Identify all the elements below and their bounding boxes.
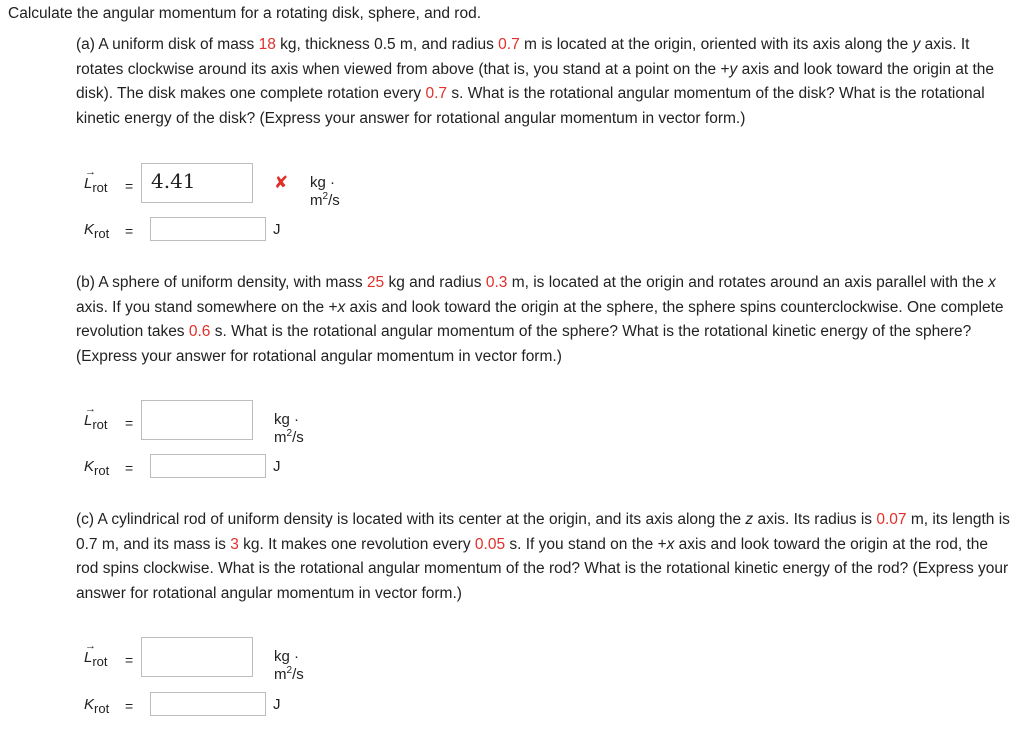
part-a-K-unit: J — [273, 221, 281, 238]
part-b-L-unit: kg · $m^2/s$ — [274, 411, 304, 446]
part-c-period: 0.05 — [474, 535, 506, 553]
part-b-text: (b) A sphere of uniform density, with mass 25 kg and radius 0.3 m, is located at the origin and rotates around an axis parallel with the x axis. If you stand somewhere on the +x axis and look toward the origin at the sphere, the sphere spins counterclockwise. One complete revolution takes 0.6 s. What is the rotational angular momentum of the sphere? What is the rotational kinetic energy of the sphere? (Express your answer for rotational angular momentum in vector form.) — [76, 274, 1004, 365]
equals-sign: = — [125, 460, 134, 476]
K-rot-label: $K_{rot}$ — [84, 696, 110, 716]
part-a-L-input[interactable]: 4.41 — [141, 163, 253, 203]
problem-intro: Calculate the angular momentum for a rotating disk, sphere, and rod. — [8, 5, 482, 22]
part-a-mass: 18 — [258, 36, 276, 53]
incorrect-x-icon: ✘ — [274, 173, 289, 192]
equals-sign: = — [125, 223, 134, 239]
part-b-period: 0.6 — [188, 323, 211, 340]
L-rot-label: → $L_{rot}$ — [84, 640, 108, 669]
K-rot-label: $K_{rot}$ — [84, 458, 110, 478]
equals-sign: = — [125, 652, 134, 668]
part-c-text: (c) A cylindrical rod of uniform density is located with its center at the origin, and its axis along the z axis. Its radius is 0.07 m, its length is 0.7 m, and its mass is 3 kg. It makes one revolution every 0.05 s. If you stand on the +x axis and look toward the origin at the rod, the rod spins clockwise. What is the rotational angular momentum of the rod? What is the rotational kinetic energy of the rod? (Express your answer for rotational angular momentum in vector form.) — [76, 511, 1010, 602]
part-a-K-input[interactable] — [150, 217, 266, 241]
part-a-L-unit: kg · $m^2/s$ — [310, 174, 340, 209]
part-c-L-unit: kg · $m^2/s$ — [274, 648, 304, 683]
L-rot-label: → $L_{rot}$ — [84, 403, 108, 432]
part-b-L-input[interactable] — [141, 400, 253, 440]
equals-sign: = — [125, 178, 134, 194]
part-a-text: (a) A uniform disk of mass 18 kg, thickness 0.5 m, and radius 0.7 m is located at the origin, oriented with its axis along the y axis. It rotates clockwise around its axis when viewed from above (that is, you stand at a point on the +y axis and look toward the origin at the disk). The disk makes one complete rotation every 0.7 s. What is the rotational angular momentum of the disk? What is the rotational kinetic energy of the disk? (Express your answer for rotational angular momentum in vector form.) — [76, 36, 995, 127]
part-a-radius: 0.7 — [498, 36, 520, 53]
part-b-K-input[interactable] — [150, 454, 266, 478]
part-b-radius: 0.3 — [485, 274, 508, 291]
equals-sign: = — [125, 415, 134, 431]
equals-sign: = — [125, 698, 134, 714]
part-c-mass: 3 — [230, 535, 239, 553]
part-c-radius: 0.07 — [876, 511, 907, 528]
part-b-mass: 25 — [366, 274, 385, 291]
vector-arrow-icon: → — [85, 166, 96, 178]
vector-arrow-icon: → — [85, 403, 96, 415]
part-b-K-unit: J — [273, 458, 281, 475]
K-rot-label: $K_{rot}$ — [84, 221, 110, 241]
part-c-K-unit: J — [273, 696, 281, 713]
L-rot-label: → $L_{rot}$ — [84, 166, 108, 195]
vector-arrow-icon: → — [85, 640, 96, 652]
part-c-K-input[interactable] — [150, 692, 266, 716]
part-c-L-input[interactable] — [141, 637, 253, 677]
part-a-period: 0.7 — [425, 85, 448, 102]
